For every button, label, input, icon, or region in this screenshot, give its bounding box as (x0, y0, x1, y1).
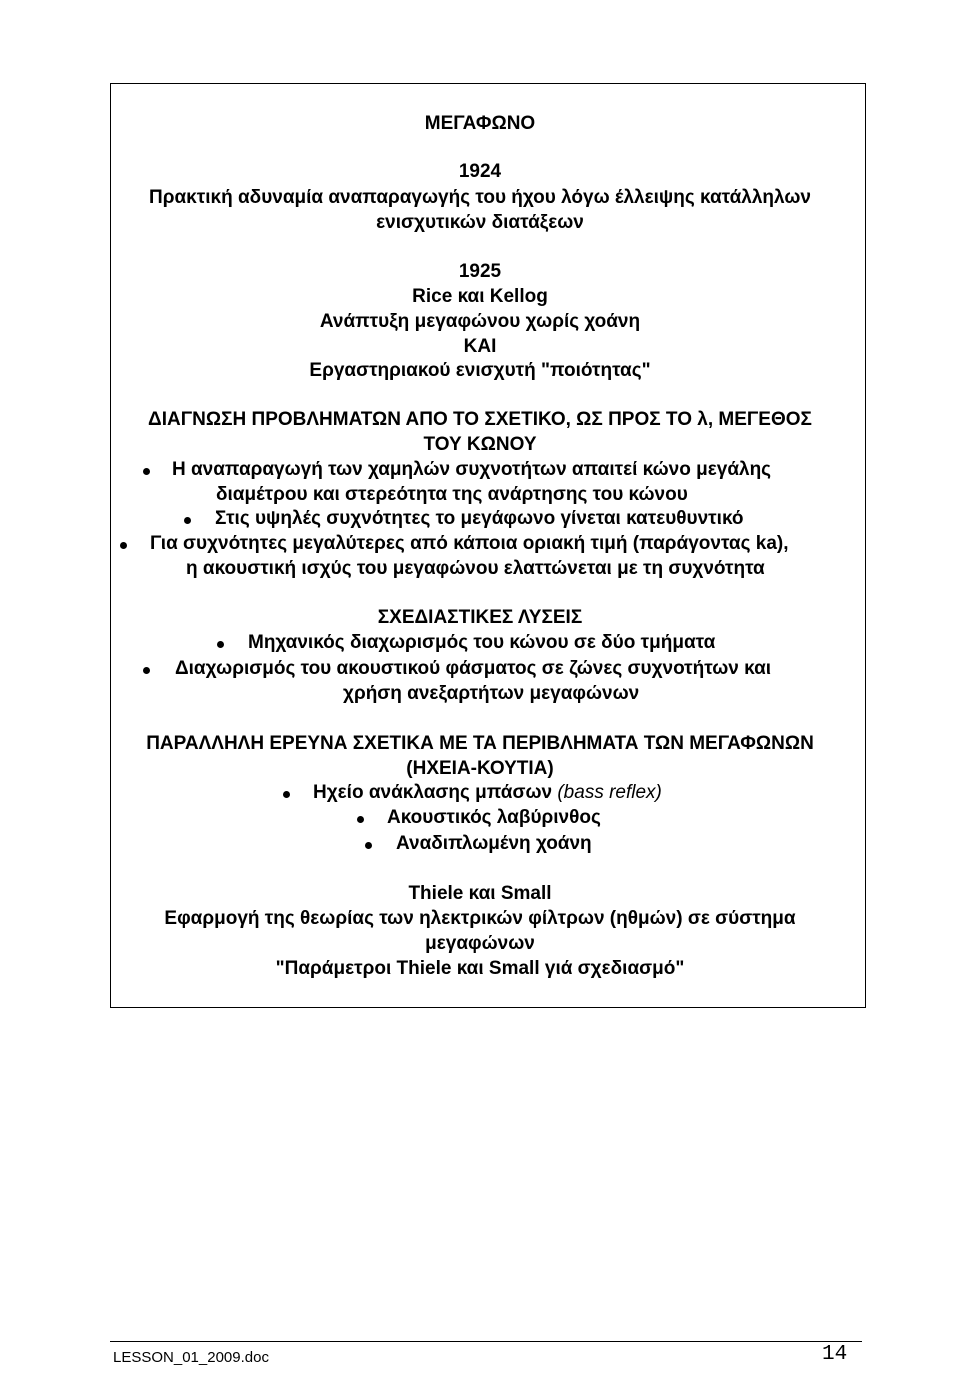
text-line: ενισχυτικών διατάξεων (376, 212, 584, 233)
list-item: Στις υψηλές συχνότητες το μεγάφωνο γίνεται κατευθυντικό (215, 508, 744, 529)
bullet-icon (217, 641, 224, 648)
list-item: Ακουστικός λαβύρινθος (387, 807, 601, 828)
bullet-icon (143, 468, 150, 475)
bullet-icon (283, 791, 290, 798)
bullet-icon (143, 667, 150, 674)
list-item-note: (bass reflex) (557, 782, 662, 803)
footer-filename: LESSON_01_2009.doc (113, 1349, 269, 1366)
page-title: ΜΕΓΑΦΩΝΟ (424, 113, 536, 134)
year-1924: 1924 (458, 161, 502, 182)
text-line: Εργαστηριακού ενισχυτή "ποιότητας" (309, 360, 651, 381)
section-heading: ΤΟΥ ΚΩΝΟΥ (423, 434, 537, 455)
text-line: μεγαφώνων (425, 933, 535, 954)
section-heading: ΔΙΑΓΝΩΣΗ ΠΡΟΒΛΗΜΑΤΩΝ ΑΠΟ ΤΟ ΣΧΕΤΙΚΟ, ΩΣ ΠΡΟΣ ΤΟ λ, ΜΕΓΕΘΟΣ (148, 409, 812, 430)
list-item: Η αναπαραγωγή των χαμηλών συχνοτήτων απαιτεί κώνο μεγάλης (172, 459, 772, 480)
list-item (313, 781, 662, 805)
footer-divider (110, 1341, 862, 1342)
text-line: ΚΑΙ (463, 336, 497, 357)
text-line: Πρακτική αδυναμία αναπαραγωγής του ήχου λόγω έλλειψης κατάλληλων (149, 187, 811, 208)
text-line: Ανάπτυξη μεγαφώνου χωρίς χοάνη (319, 311, 641, 332)
text-line: "Παράμετροι Thiele και Small γιά σχεδιασμό" (275, 958, 685, 979)
list-item: Μηχανικός διαχωρισμός του κώνου σε δύο τμήματα (248, 632, 716, 653)
list-item: η ακουστική ισχύς του μεγαφώνου ελαττώνεται με τη συχνότητα (186, 558, 765, 579)
bullet-icon (365, 842, 372, 849)
footer-page-number: 14 (822, 1343, 848, 1366)
text-line: Εφαρμογή της θεωρίας των ηλεκτρικών φίλτρων (ηθμών) σε σύστημα (164, 908, 796, 929)
list-item: Για συχνότητες μεγαλύτερες από κάποια οριακή τιμή (παράγοντας ka), (150, 533, 789, 554)
list-item: Διαχωρισμός του ακουστικού φάσματος σε ζώνες συχνοτήτων και (175, 658, 772, 679)
section-heading: ΣΧΕΔΙΑΣΤΙΚΕΣ ΛΥΣΕΙΣ (377, 607, 583, 628)
text-line: Rice και Kellog (412, 286, 548, 307)
list-item: διαμέτρου και στερεότητα της ανάρτησης του κώνου (216, 484, 688, 505)
section-heading: ΠΑΡΑΛΛΗΛΗ ΕΡΕΥΝΑ ΣΧΕΤΙΚΑ ΜΕ ΤΑ ΠΕΡΙΒΛΗΜΑΤΑ ΤΩΝ ΜΕΓΑΦΩΝΩΝ (146, 733, 814, 754)
section-heading: (ΗΧΕΙΑ-ΚΟΥΤΙΑ) (406, 758, 554, 779)
text-line: Thiele και Small (408, 883, 552, 904)
list-item-main: Ηχείο ανάκλασης μπάσων (313, 782, 553, 803)
list-item: χρήση ανεξαρτήτων μεγαφώνων (343, 683, 640, 704)
year-1925: 1925 (458, 261, 502, 282)
bullet-icon (184, 517, 191, 524)
bullet-icon (120, 542, 127, 549)
list-item: Αναδιπλωμένη χοάνη (396, 833, 592, 854)
bullet-icon (357, 816, 364, 823)
